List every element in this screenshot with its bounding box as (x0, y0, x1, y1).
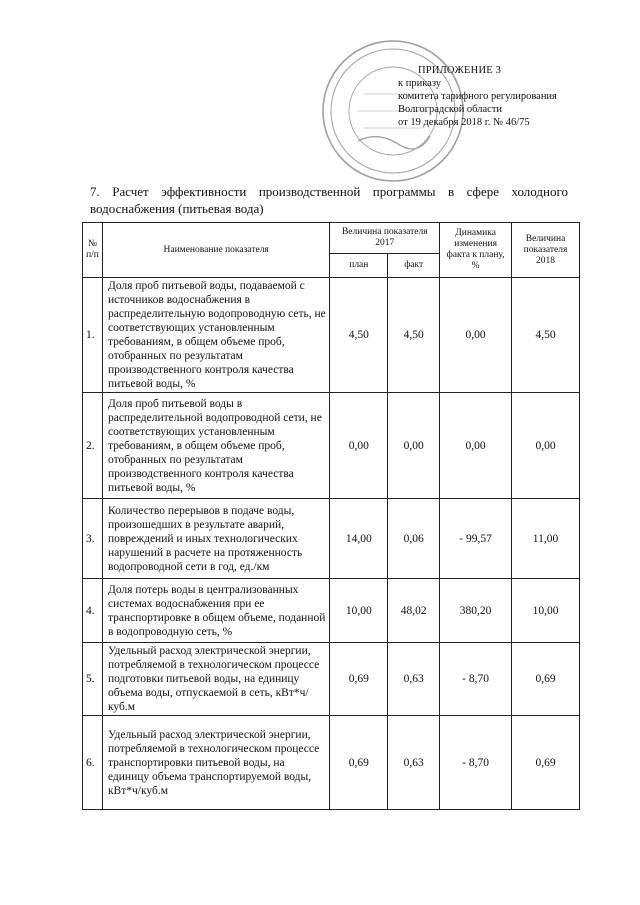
fact-value: 4,50 (388, 278, 440, 393)
value-2018: 0,69 (512, 643, 580, 716)
indicator-name: Удельный расход электрической энергии, потребляемой в технологическом процессе транспортировки питьевой воды, на единицу объема транспортируемой воды, кВт*ч/куб.м (102, 716, 329, 810)
table-row (83, 278, 580, 393)
plan-value: 4,50 (330, 278, 388, 393)
dynamics-value: 0,00 (440, 278, 512, 393)
plan-value: 0,69 (330, 716, 388, 810)
header-dynamics: Динамика изменения факта к плану, % (440, 223, 512, 278)
dynamics-value: - 8,70 (440, 643, 512, 716)
appendix-header (398, 64, 557, 129)
row-number: 1. (83, 278, 103, 393)
plan-value: 10,00 (330, 579, 388, 643)
header-name: Наименование показателя (102, 223, 329, 278)
row-number: 5. (83, 643, 103, 716)
fact-value: 48,02 (388, 579, 440, 643)
value-2018: 4,50 (512, 278, 580, 393)
fact-value: 0,63 (388, 716, 440, 810)
dynamics-value: - 8,70 (440, 716, 512, 810)
indicator-name: Количество перерывов в подаче воды, произошедших в результате аварий, повреждений и иных технологических нарушений в расчете на протяженность водопроводной сети в год, ед./км (102, 499, 329, 579)
row-number: 6. (83, 716, 103, 810)
value-2018: 0,69 (512, 716, 580, 810)
dynamics-value: - 99,57 (440, 499, 512, 579)
appendix-title: ПРИЛОЖЕНИЕ 3 (418, 65, 502, 76)
value-2018: 11,00 (512, 499, 580, 579)
efficiency-table (82, 222, 580, 810)
table-row (83, 579, 580, 643)
row-number: 3. (83, 499, 103, 579)
plan-value: 0,00 (330, 393, 388, 499)
header-plan: план (330, 254, 388, 278)
header-value-2017: Величина показателя 2017 (330, 223, 440, 254)
table-row (83, 643, 580, 716)
order-date-line: от 19 декабря 2018 г. № 46/75 (398, 117, 530, 128)
indicator-name: Доля потерь воды в централизованных системах водоснабжения при ее транспортировке в общем объеме, поданной в водопроводную сеть, % (102, 579, 329, 643)
indicator-name: Удельный расход электрической энергии, потребляемой в технологическом процессе подготовки питьевой воды, на единицу объема воды, отпускаемой в сеть, кВт*ч/куб.м (102, 643, 329, 716)
indicator-name: Доля проб питьевой воды в распределительной водопроводной сети, не соответствующих установленным требованиям, в общем объеме проб, отобранных по результатам производственного контроля качества питьевой воды, % (102, 393, 329, 499)
dynamics-value: 0,00 (440, 393, 512, 499)
header-num: № п/п (83, 223, 103, 278)
region-line: Волгоградской области (398, 104, 503, 115)
plan-value: 0,69 (330, 643, 388, 716)
table-row (83, 393, 580, 499)
indicator-name: Доля проб питьевой воды, подаваемой с источников водоснабжения в распределительную водопроводную сеть, не соответствующих установленным требованиям, в общем объеме проб, отобранных по результатам производственного контроля качества питьевой воды, % (102, 278, 329, 393)
table-row (83, 499, 580, 579)
table-row (83, 716, 580, 810)
section-title: 7. Расчет эффективности производственной программы в сфере холодного водоснабжения (питьевая вода) (90, 184, 568, 216)
plan-value: 14,00 (330, 499, 388, 579)
header-value-2018: Величина показателя 2018 (512, 223, 580, 278)
fact-value: 0,63 (388, 643, 440, 716)
order-ref-line: к приказу (398, 78, 441, 89)
header-fact: факт (388, 254, 440, 278)
committee-line: комитета тарифного регулирования (398, 91, 557, 102)
value-2018: 10,00 (512, 579, 580, 643)
dynamics-value: 380,20 (440, 579, 512, 643)
fact-value: 0,06 (388, 499, 440, 579)
row-number: 2. (83, 393, 103, 499)
value-2018: 0,00 (512, 393, 580, 499)
fact-value: 0,00 (388, 393, 440, 499)
row-number: 4. (83, 579, 103, 643)
